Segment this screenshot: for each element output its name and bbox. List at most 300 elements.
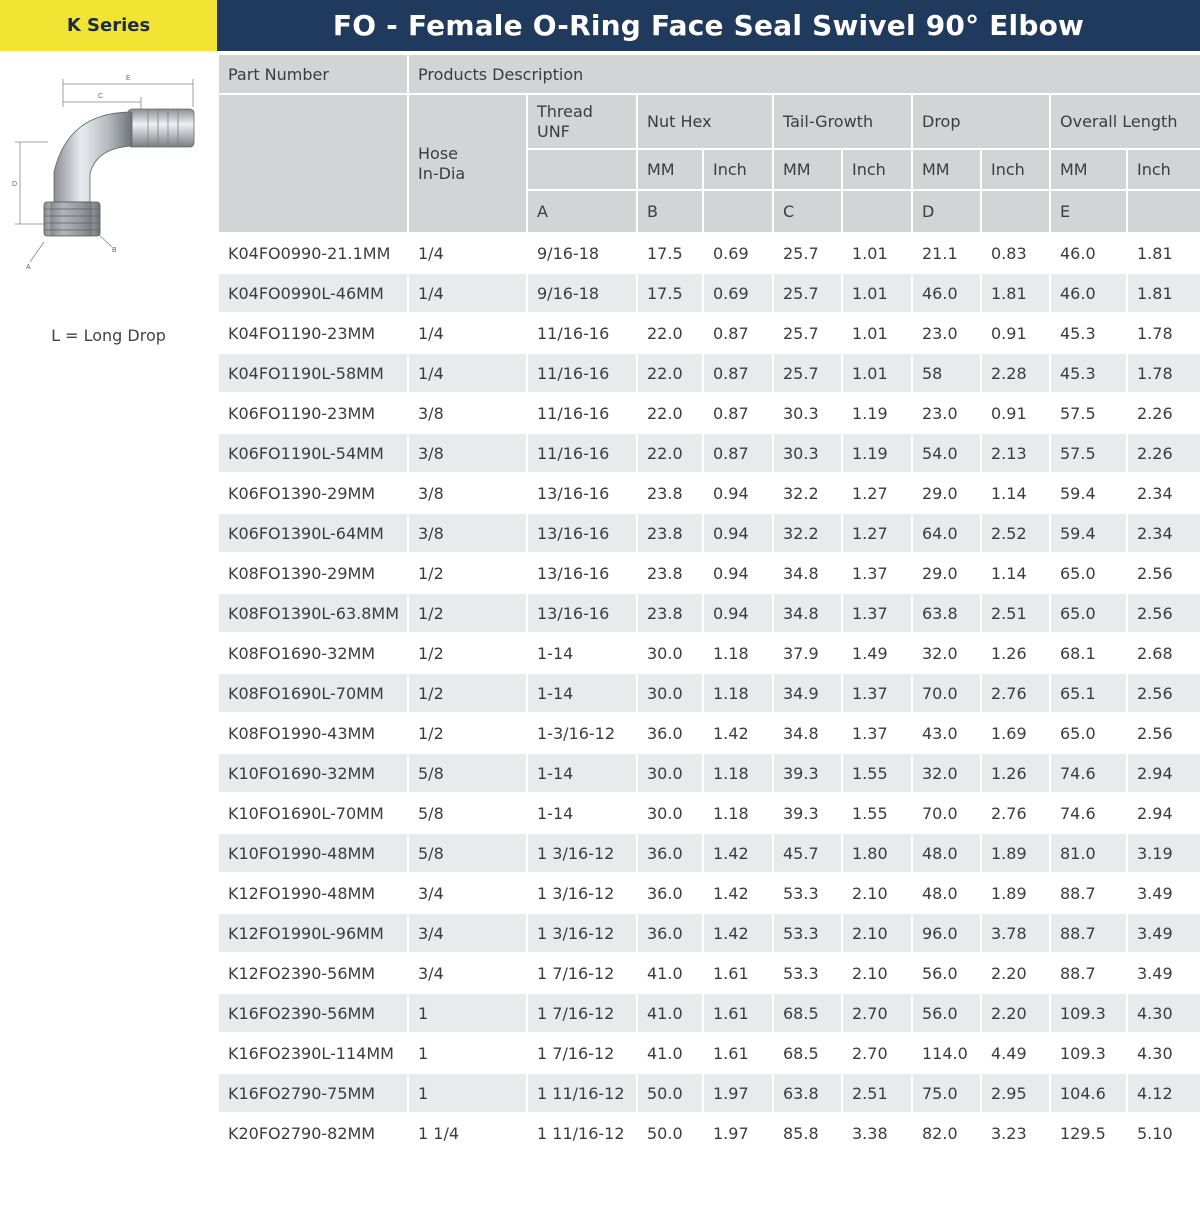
cell-thread-unf: 9/16-18 [527, 273, 637, 313]
cell-hose-in-dia: 3/4 [408, 873, 527, 913]
cell-nut-hex-mm: 36.0 [637, 833, 703, 873]
cell-part-number: K08FO1690L-70MM [218, 673, 408, 713]
cell-hose-in-dia: 3/4 [408, 953, 527, 993]
cell-nut-hex-inch: 1.61 [703, 953, 773, 993]
cell-drop-inch: 2.28 [981, 353, 1050, 393]
cell-nut-hex-inch: 0.94 [703, 593, 773, 633]
cell-tail-growth-inch: 1.19 [842, 393, 912, 433]
cell-overall-length-mm: 65.0 [1050, 713, 1127, 753]
cell-tail-growth-inch: 1.55 [842, 753, 912, 793]
spec-table [217, 53, 1200, 1154]
col-thread-unf: Thread UNF [527, 94, 637, 149]
cell-tail-growth-inch: 1.01 [842, 233, 912, 273]
cell-drop-inch: 0.83 [981, 233, 1050, 273]
cell-tail-growth-inch: 2.10 [842, 953, 912, 993]
svg-text:E: E [126, 75, 131, 82]
cell-overall-length-inch: 2.56 [1127, 673, 1200, 713]
cell-overall-length-inch: 2.26 [1127, 393, 1200, 433]
cell-hose-in-dia: 3/8 [408, 393, 527, 433]
cell-tail-growth-mm: 68.5 [773, 993, 842, 1033]
cell-nut-hex-inch: 1.42 [703, 713, 773, 753]
thread-unit-spacer [527, 149, 637, 190]
cell-overall-length-mm: 129.5 [1050, 1113, 1127, 1153]
cell-nut-hex-inch: 1.42 [703, 913, 773, 953]
cell-tail-growth-mm: 39.3 [773, 793, 842, 833]
cell-nut-hex-inch: 0.87 [703, 393, 773, 433]
table-row [218, 993, 1200, 1033]
cell-drop-inch: 3.78 [981, 913, 1050, 953]
cell-overall-length-mm: 59.4 [1050, 473, 1127, 513]
cell-part-number: K04FO1190L-58MM [218, 353, 408, 393]
cell-tail-growth-inch: 1.55 [842, 793, 912, 833]
table-row [218, 1073, 1200, 1113]
cell-overall-length-inch: 2.56 [1127, 553, 1200, 593]
col-drop: Drop [912, 94, 1050, 149]
tail-growth-inch: Inch [842, 149, 912, 190]
cell-overall-length-mm: 109.3 [1050, 993, 1127, 1033]
table-row [218, 473, 1200, 513]
table-row [218, 433, 1200, 473]
cell-tail-growth-inch: 1.37 [842, 553, 912, 593]
cell-overall-length-inch: 2.34 [1127, 473, 1200, 513]
table-row [218, 313, 1200, 353]
cell-nut-hex-mm: 23.8 [637, 513, 703, 553]
cell-nut-hex-inch: 0.87 [703, 433, 773, 473]
cell-thread-unf: 11/16-16 [527, 393, 637, 433]
cell-tail-growth-mm: 39.3 [773, 753, 842, 793]
cell-thread-unf: 1 3/16-12 [527, 873, 637, 913]
overall-length-mm: MM [1050, 149, 1127, 190]
cell-nut-hex-mm: 36.0 [637, 913, 703, 953]
cell-drop-mm: 70.0 [912, 793, 981, 833]
cell-tail-growth-mm: 63.8 [773, 1073, 842, 1113]
cell-overall-length-mm: 45.3 [1050, 313, 1127, 353]
cell-drop-inch: 1.26 [981, 633, 1050, 673]
col-hose-in-dia: Hose In-Dia [408, 94, 527, 233]
cell-nut-hex-mm: 22.0 [637, 313, 703, 353]
cell-nut-hex-inch: 1.18 [703, 633, 773, 673]
cell-tail-growth-mm: 25.7 [773, 273, 842, 313]
cell-part-number: K08FO1990-43MM [218, 713, 408, 753]
cell-tail-growth-inch: 1.27 [842, 513, 912, 553]
table-row [218, 393, 1200, 433]
cell-drop-mm: 64.0 [912, 513, 981, 553]
table-row [218, 273, 1200, 313]
cell-hose-in-dia: 1/2 [408, 633, 527, 673]
cell-tail-growth-inch: 1.01 [842, 353, 912, 393]
cell-overall-length-inch: 4.30 [1127, 1033, 1200, 1073]
cell-drop-inch: 2.20 [981, 993, 1050, 1033]
cell-tail-growth-inch: 2.51 [842, 1073, 912, 1113]
cell-nut-hex-inch: 0.94 [703, 513, 773, 553]
cell-overall-length-inch: 4.30 [1127, 993, 1200, 1033]
cell-tail-growth-inch: 2.70 [842, 1033, 912, 1073]
cell-drop-mm: 48.0 [912, 833, 981, 873]
cell-drop-mm: 43.0 [912, 713, 981, 753]
cell-part-number: K20FO2790-82MM [218, 1113, 408, 1153]
cell-hose-in-dia: 1/2 [408, 673, 527, 713]
cell-overall-length-mm: 68.1 [1050, 633, 1127, 673]
cell-thread-unf: 1 11/16-12 [527, 1073, 637, 1113]
cell-drop-mm: 56.0 [912, 953, 981, 993]
cell-thread-unf: 1-14 [527, 633, 637, 673]
nut-hex-inch: Inch [703, 149, 773, 190]
col-part-number: Part Number [218, 54, 408, 94]
cell-hose-in-dia: 3/8 [408, 473, 527, 513]
cell-tail-growth-inch: 1.27 [842, 473, 912, 513]
cell-part-number: K12FO2390-56MM [218, 953, 408, 993]
cell-hose-in-dia: 1/4 [408, 233, 527, 273]
table-row [218, 713, 1200, 753]
cell-hose-in-dia: 1 [408, 1073, 527, 1113]
table-row [218, 593, 1200, 633]
cell-overall-length-mm: 74.6 [1050, 753, 1127, 793]
dim-d: D [912, 190, 981, 233]
cell-thread-unf: 1 3/16-12 [527, 913, 637, 953]
cell-part-number: K12FO1990-48MM [218, 873, 408, 913]
cell-overall-length-mm: 45.3 [1050, 353, 1127, 393]
cell-overall-length-inch: 1.78 [1127, 353, 1200, 393]
cell-thread-unf: 1 3/16-12 [527, 833, 637, 873]
dim-c: C [773, 190, 842, 233]
cell-part-number: K04FO0990-21.1MM [218, 233, 408, 273]
cell-drop-mm: 23.0 [912, 313, 981, 353]
cell-nut-hex-mm: 36.0 [637, 873, 703, 913]
cell-tail-growth-mm: 25.7 [773, 233, 842, 273]
cell-nut-hex-mm: 30.0 [637, 793, 703, 833]
cell-hose-in-dia: 3/8 [408, 513, 527, 553]
cell-thread-unf: 13/16-16 [527, 593, 637, 633]
cell-thread-unf: 1 7/16-12 [527, 993, 637, 1033]
cell-hose-in-dia: 1/4 [408, 313, 527, 353]
cell-tail-growth-inch: 1.37 [842, 593, 912, 633]
cell-overall-length-mm: 88.7 [1050, 873, 1127, 913]
col-tail-growth: Tail-Growth [773, 94, 912, 149]
cell-nut-hex-inch: 1.97 [703, 1073, 773, 1113]
cell-nut-hex-mm: 22.0 [637, 393, 703, 433]
table-row [218, 553, 1200, 593]
cell-thread-unf: 1-14 [527, 673, 637, 713]
cell-part-number: K04FO0990L-46MM [218, 273, 408, 313]
cell-overall-length-inch: 2.26 [1127, 433, 1200, 473]
cell-drop-mm: 82.0 [912, 1113, 981, 1153]
cell-thread-unf: 11/16-16 [527, 313, 637, 353]
cell-thread-unf: 1-14 [527, 753, 637, 793]
cell-drop-inch: 2.13 [981, 433, 1050, 473]
cell-part-number: K10FO1690L-70MM [218, 793, 408, 833]
cell-overall-length-mm: 74.6 [1050, 793, 1127, 833]
cell-overall-length-inch: 1.81 [1127, 233, 1200, 273]
cell-overall-length-mm: 65.1 [1050, 673, 1127, 713]
cell-overall-length-mm: 109.3 [1050, 1033, 1127, 1073]
cell-thread-unf: 1-3/16-12 [527, 713, 637, 753]
cell-overall-length-mm: 65.0 [1050, 553, 1127, 593]
cell-drop-inch: 1.89 [981, 873, 1050, 913]
cell-tail-growth-mm: 32.2 [773, 513, 842, 553]
cell-part-number: K08FO1390-29MM [218, 553, 408, 593]
cell-drop-mm: 56.0 [912, 993, 981, 1033]
cell-nut-hex-mm: 22.0 [637, 433, 703, 473]
cell-tail-growth-mm: 30.3 [773, 433, 842, 473]
table-row [218, 233, 1200, 273]
cell-drop-inch: 1.14 [981, 473, 1050, 513]
cell-part-number: K08FO1390L-63.8MM [218, 593, 408, 633]
svg-text:D: D [12, 181, 18, 188]
cell-drop-mm: 32.0 [912, 633, 981, 673]
table-row [218, 673, 1200, 713]
cell-tail-growth-inch: 2.70 [842, 993, 912, 1033]
cell-hose-in-dia: 1 [408, 993, 527, 1033]
cell-part-number: K16FO2390-56MM [218, 993, 408, 1033]
cell-tail-growth-mm: 34.9 [773, 673, 842, 713]
cell-nut-hex-mm: 36.0 [637, 713, 703, 753]
cell-hose-in-dia: 3/8 [408, 433, 527, 473]
col-products-description: Products Description [408, 54, 1200, 94]
cell-hose-in-dia: 5/8 [408, 753, 527, 793]
cell-tail-growth-inch: 2.10 [842, 873, 912, 913]
cell-tail-growth-mm: 68.5 [773, 1033, 842, 1073]
drop-inch: Inch [981, 149, 1050, 190]
cell-overall-length-inch: 2.68 [1127, 633, 1200, 673]
cell-nut-hex-inch: 1.18 [703, 793, 773, 833]
table-row [218, 793, 1200, 833]
cell-part-number: K04FO1190-23MM [218, 313, 408, 353]
cell-tail-growth-inch: 1.49 [842, 633, 912, 673]
cell-drop-mm: 23.0 [912, 393, 981, 433]
cell-overall-length-inch: 1.81 [1127, 273, 1200, 313]
table-row [218, 753, 1200, 793]
elbow-fitting-diagram-icon [8, 62, 208, 282]
cell-tail-growth-inch: 1.80 [842, 833, 912, 873]
table-row [218, 873, 1200, 913]
cell-tail-growth-mm: 53.3 [773, 913, 842, 953]
cell-part-number: K10FO1990-48MM [218, 833, 408, 873]
cell-drop-inch: 1.89 [981, 833, 1050, 873]
cell-thread-unf: 13/16-16 [527, 473, 637, 513]
cell-drop-inch: 3.23 [981, 1113, 1050, 1153]
cell-nut-hex-mm: 50.0 [637, 1113, 703, 1153]
cell-drop-inch: 2.20 [981, 953, 1050, 993]
cell-nut-hex-inch: 0.87 [703, 313, 773, 353]
cell-overall-length-inch: 3.49 [1127, 873, 1200, 913]
cell-tail-growth-mm: 53.3 [773, 873, 842, 913]
cell-nut-hex-mm: 22.0 [637, 353, 703, 393]
cell-drop-inch: 1.81 [981, 273, 1050, 313]
cell-drop-inch: 1.69 [981, 713, 1050, 753]
cell-nut-hex-mm: 17.5 [637, 233, 703, 273]
col-nut-hex: Nut Hex [637, 94, 773, 149]
cell-drop-mm: 96.0 [912, 913, 981, 953]
cell-nut-hex-inch: 0.94 [703, 473, 773, 513]
cell-drop-inch: 2.76 [981, 793, 1050, 833]
cell-nut-hex-inch: 1.18 [703, 753, 773, 793]
table-row [218, 1033, 1200, 1073]
cell-nut-hex-mm: 30.0 [637, 633, 703, 673]
cell-hose-in-dia: 1/2 [408, 553, 527, 593]
cell-thread-unf: 1 7/16-12 [527, 953, 637, 993]
cell-tail-growth-mm: 25.7 [773, 313, 842, 353]
cell-nut-hex-mm: 41.0 [637, 1033, 703, 1073]
cell-overall-length-inch: 2.34 [1127, 513, 1200, 553]
cell-thread-unf: 11/16-16 [527, 433, 637, 473]
cell-drop-mm: 114.0 [912, 1033, 981, 1073]
cell-nut-hex-mm: 23.8 [637, 553, 703, 593]
cell-nut-hex-inch: 1.42 [703, 833, 773, 873]
cell-tail-growth-inch: 1.19 [842, 433, 912, 473]
cell-drop-inch: 1.26 [981, 753, 1050, 793]
cell-nut-hex-mm: 50.0 [637, 1073, 703, 1113]
cell-drop-inch: 0.91 [981, 313, 1050, 353]
cell-overall-length-inch: 2.56 [1127, 593, 1200, 633]
cell-part-number: K16FO2390L-114MM [218, 1033, 408, 1073]
cell-nut-hex-inch: 1.18 [703, 673, 773, 713]
cell-drop-mm: 54.0 [912, 433, 981, 473]
cell-hose-in-dia: 1 [408, 1033, 527, 1073]
cell-tail-growth-inch: 2.10 [842, 913, 912, 953]
cell-tail-growth-mm: 30.3 [773, 393, 842, 433]
cell-thread-unf: 1 7/16-12 [527, 1033, 637, 1073]
cell-overall-length-inch: 4.12 [1127, 1073, 1200, 1113]
cell-hose-in-dia: 1/2 [408, 593, 527, 633]
drop-mm: MM [912, 149, 981, 190]
cell-tail-growth-inch: 1.01 [842, 313, 912, 353]
part-number-spacer [218, 94, 408, 233]
cell-part-number: K06FO1190L-54MM [218, 433, 408, 473]
dim-b: B [637, 190, 703, 233]
cell-hose-in-dia: 1/4 [408, 273, 527, 313]
cell-drop-mm: 21.1 [912, 233, 981, 273]
cell-tail-growth-mm: 34.8 [773, 593, 842, 633]
dim-e: E [1050, 190, 1127, 233]
cell-thread-unf: 13/16-16 [527, 513, 637, 553]
dim-c-spacer [842, 190, 912, 233]
cell-drop-inch: 2.76 [981, 673, 1050, 713]
cell-overall-length-mm: 88.7 [1050, 913, 1127, 953]
series-tab: K Series [0, 0, 217, 51]
cell-drop-inch: 2.95 [981, 1073, 1050, 1113]
cell-nut-hex-inch: 0.87 [703, 353, 773, 393]
dim-e-spacer [1127, 190, 1200, 233]
cell-tail-growth-inch: 3.38 [842, 1113, 912, 1153]
overall-length-inch: Inch [1127, 149, 1200, 190]
cell-drop-mm: 75.0 [912, 1073, 981, 1113]
cell-hose-in-dia: 1/2 [408, 713, 527, 753]
cell-thread-unf: 1-14 [527, 793, 637, 833]
cell-part-number: K10FO1690-32MM [218, 753, 408, 793]
dim-a: A [527, 190, 637, 233]
cell-overall-length-inch: 2.94 [1127, 793, 1200, 833]
table-row [218, 633, 1200, 673]
cell-part-number: K06FO1390-29MM [218, 473, 408, 513]
cell-nut-hex-inch: 0.94 [703, 553, 773, 593]
cell-nut-hex-mm: 23.8 [637, 593, 703, 633]
table-row [218, 953, 1200, 993]
cell-overall-length-inch: 2.56 [1127, 713, 1200, 753]
table-row [218, 833, 1200, 873]
cell-nut-hex-inch: 1.61 [703, 1033, 773, 1073]
cell-drop-mm: 70.0 [912, 673, 981, 713]
cell-overall-length-inch: 3.19 [1127, 833, 1200, 873]
cell-nut-hex-inch: 0.69 [703, 233, 773, 273]
cell-part-number: K08FO1690-32MM [218, 633, 408, 673]
cell-overall-length-mm: 46.0 [1050, 273, 1127, 313]
cell-drop-mm: 63.8 [912, 593, 981, 633]
cell-tail-growth-inch: 1.01 [842, 273, 912, 313]
svg-text:A: A [26, 264, 31, 271]
cell-nut-hex-mm: 41.0 [637, 993, 703, 1033]
cell-tail-growth-mm: 34.8 [773, 713, 842, 753]
cell-tail-growth-mm: 25.7 [773, 353, 842, 393]
cell-hose-in-dia: 3/4 [408, 913, 527, 953]
cell-overall-length-mm: 59.4 [1050, 513, 1127, 553]
cell-hose-in-dia: 5/8 [408, 793, 527, 833]
table-row [218, 353, 1200, 393]
cell-nut-hex-mm: 17.5 [637, 273, 703, 313]
cell-drop-mm: 29.0 [912, 473, 981, 513]
cell-thread-unf: 9/16-18 [527, 233, 637, 273]
cell-drop-mm: 46.0 [912, 273, 981, 313]
cell-part-number: K06FO1190-23MM [218, 393, 408, 433]
table-row [218, 913, 1200, 953]
cell-nut-hex-mm: 23.8 [637, 473, 703, 513]
cell-overall-length-mm: 88.7 [1050, 953, 1127, 993]
cell-hose-in-dia: 1/4 [408, 353, 527, 393]
long-drop-note: L = Long Drop [51, 326, 166, 345]
cell-nut-hex-inch: 0.69 [703, 273, 773, 313]
cell-tail-growth-mm: 34.8 [773, 553, 842, 593]
cell-nut-hex-mm: 30.0 [637, 673, 703, 713]
svg-text:C: C [98, 93, 104, 100]
cell-overall-length-mm: 65.0 [1050, 593, 1127, 633]
cell-tail-growth-mm: 32.2 [773, 473, 842, 513]
cell-tail-growth-inch: 1.37 [842, 713, 912, 753]
nut-hex-mm: MM [637, 149, 703, 190]
cell-hose-in-dia: 1 1/4 [408, 1113, 527, 1153]
table-row [218, 1113, 1200, 1153]
cell-nut-hex-inch: 1.97 [703, 1113, 773, 1153]
cell-overall-length-inch: 3.49 [1127, 953, 1200, 993]
dim-b-spacer [703, 190, 773, 233]
table-row [218, 513, 1200, 553]
cell-drop-inch: 0.91 [981, 393, 1050, 433]
cell-part-number: K12FO1990L-96MM [218, 913, 408, 953]
cell-overall-length-inch: 2.94 [1127, 753, 1200, 793]
cell-drop-inch: 4.49 [981, 1033, 1050, 1073]
cell-nut-hex-inch: 1.42 [703, 873, 773, 913]
cell-drop-mm: 29.0 [912, 553, 981, 593]
cell-drop-inch: 2.51 [981, 593, 1050, 633]
cell-drop-mm: 32.0 [912, 753, 981, 793]
cell-hose-in-dia: 5/8 [408, 833, 527, 873]
cell-drop-mm: 58 [912, 353, 981, 393]
cell-drop-inch: 1.14 [981, 553, 1050, 593]
dim-d-spacer [981, 190, 1050, 233]
page-title: FO - Female O-Ring Face Seal Swivel 90° Elbow [217, 0, 1200, 51]
cell-drop-inch: 2.52 [981, 513, 1050, 553]
cell-tail-growth-mm: 53.3 [773, 953, 842, 993]
cell-overall-length-inch: 5.10 [1127, 1113, 1200, 1153]
cell-overall-length-mm: 57.5 [1050, 393, 1127, 433]
cell-drop-mm: 48.0 [912, 873, 981, 913]
cell-overall-length-inch: 1.78 [1127, 313, 1200, 353]
cell-part-number: K16FO2790-75MM [218, 1073, 408, 1113]
cell-nut-hex-inch: 1.61 [703, 993, 773, 1033]
cell-overall-length-mm: 81.0 [1050, 833, 1127, 873]
col-overall-length: Overall Length [1050, 94, 1200, 149]
cell-overall-length-mm: 57.5 [1050, 433, 1127, 473]
cell-tail-growth-inch: 1.37 [842, 673, 912, 713]
cell-thread-unf: 11/16-16 [527, 353, 637, 393]
